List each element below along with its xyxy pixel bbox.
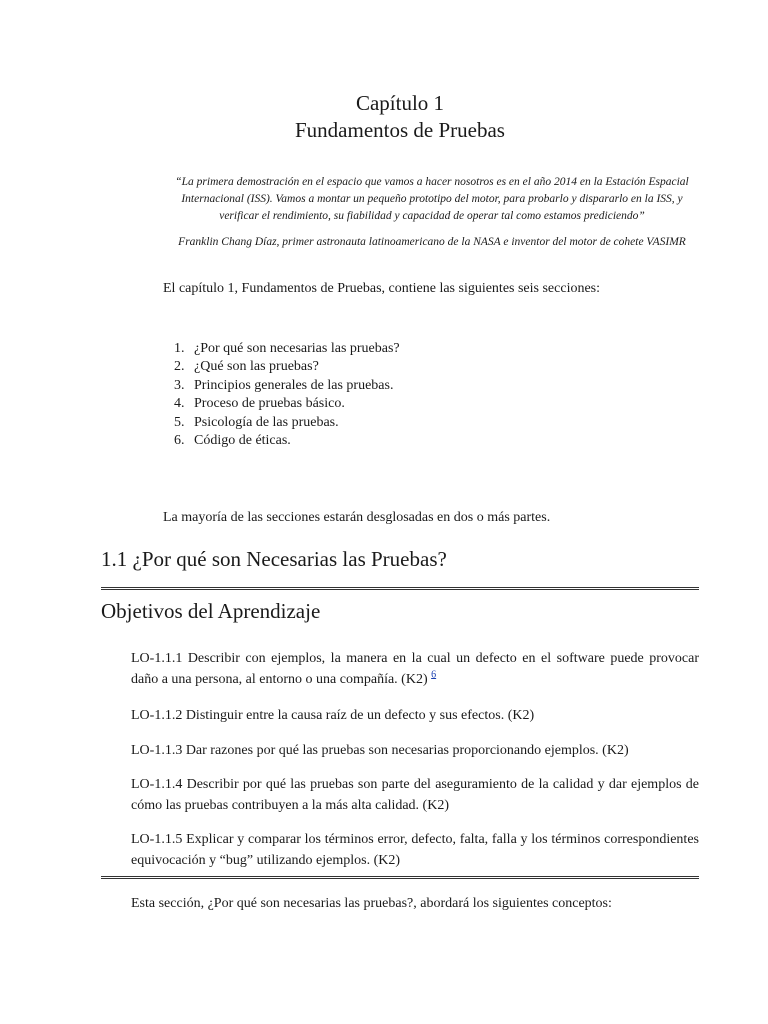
list-item — [163, 340, 400, 358]
list-item-text: Psicología de las pruebas. — [194, 414, 339, 430]
list-item-number: 4. — [174, 396, 185, 412]
section-intro: Esta sección, ¿Por qué son necesarias las pruebas?, abordará los siguientes conceptos: — [131, 896, 612, 911]
list-item — [163, 358, 400, 376]
divider — [101, 587, 699, 590]
list-item-text: ¿Por qué son necesarias las pruebas? — [194, 341, 400, 356]
list-item — [163, 377, 400, 395]
list-item-number: 2. — [174, 359, 185, 375]
list-item-text: Proceso de pruebas básico. — [194, 396, 345, 412]
list-item-number: 3. — [174, 377, 185, 393]
list-item-text: Principios generales de las pruebas. — [194, 377, 394, 393]
list-item — [163, 432, 400, 450]
chapter-number: Capítulo 1 — [355, 91, 445, 115]
list-item — [163, 414, 400, 432]
list-item-text: Código de éticas. — [194, 433, 291, 449]
objective-item: LO-1.1.4 Describir por qué las pruebas son parte del aseguramiento de la calidad y dar ejemplos de cómo las pruebas contribuyen a la más alta calidad. (K2) — [131, 777, 699, 813]
list-item-text: ¿Qué son las pruebas? — [194, 359, 319, 375]
list-item — [163, 395, 400, 413]
list-item-number: 1. — [174, 341, 185, 356]
chapter-title: Fundamentos de Pruebas — [295, 118, 505, 142]
footnote-link[interactable]: 6 — [431, 669, 437, 681]
epigraph-quote: “La primera demostración en el espacio que vamos a hacer nosotros es en el año 2014 en la Estación Espacial Internacional (ISS). Vamos a montar un pequeño prototipo del motor, para probarlo y dispararlo en la ISS, y verificar el rendimiento, su fiabilidad y capacidad de operar tal como estamos prediciendo” — [175, 176, 689, 222]
epigraph-author: Franklin Chang Díaz, primer astronauta latinoamericano de la NASA e inventor del motor de cohete VASIMR — [178, 236, 686, 248]
objective-item: LO-1.1.3 Dar razones por qué las pruebas son necesarias proporcionando ejemplos. (K2) — [131, 743, 629, 758]
chapter-intro: El capítulo 1, Fundamentos de Pruebas, contiene las siguientes seis secciones: — [163, 281, 601, 296]
objective-item: LO-1.1.2 Distinguir entre la causa raíz de un defecto y sus efectos. (K2) — [131, 708, 535, 723]
divider — [101, 876, 699, 879]
section-heading: 1.1 ¿Por qué son Necesarias las Pruebas? — [101, 547, 447, 571]
objectives-heading: Objetivos del Aprendizaje — [101, 599, 321, 623]
sections-list — [163, 340, 400, 450]
objective-item — [131, 648, 699, 690]
objective-item: LO-1.1.5 Explicar y comparar los términos error, defecto, falta, falla y los términos correspondientes equivocación y “bug” utilizando ejemplos. (K2) — [131, 832, 699, 868]
objective-text: LO-1.1.1 Describir con ejemplos, la manera en la cual un defecto en el software puede provocar daño a una persona, al entorno o una compañía. (K2) — [131, 651, 699, 687]
sections-note: La mayoría de las secciones estarán desglosadas en dos o más partes. — [163, 510, 551, 525]
list-item-number: 5. — [174, 414, 185, 430]
list-item-number: 6. — [174, 433, 185, 449]
